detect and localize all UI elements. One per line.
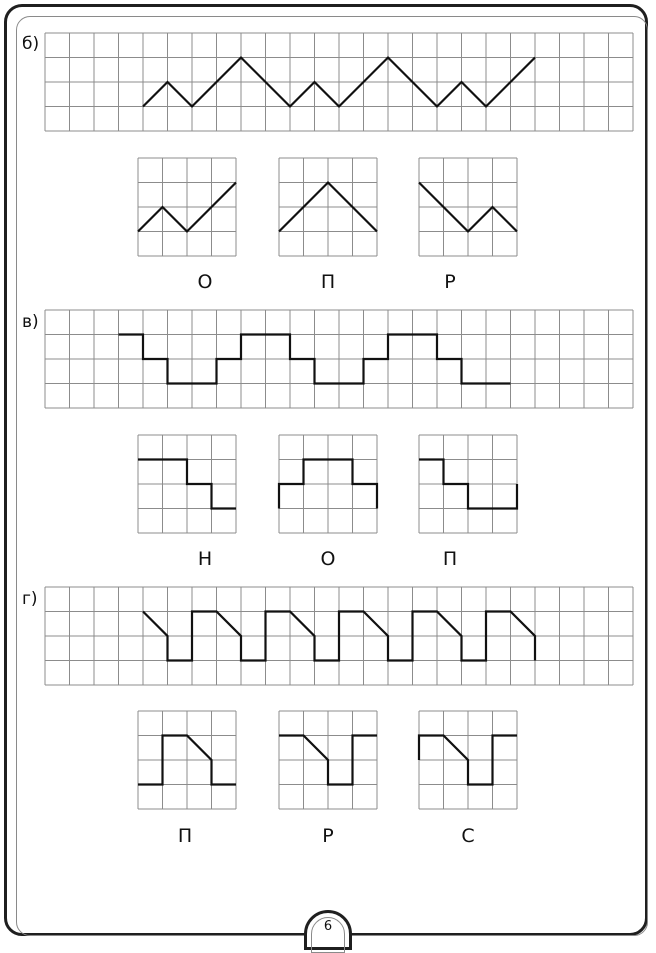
page-number: 6 bbox=[323, 919, 333, 934]
grid-b-opt1 bbox=[138, 158, 236, 256]
grid-v-main bbox=[45, 310, 633, 408]
section-label-v: в) bbox=[22, 312, 39, 332]
option-letter-v-2: О bbox=[320, 548, 336, 570]
section-label-b: б) bbox=[22, 34, 40, 54]
grid-g-opt1 bbox=[138, 711, 236, 809]
grid-b-opt3 bbox=[419, 158, 517, 256]
option-letter-b-2: П bbox=[320, 271, 336, 293]
grid-b-opt2 bbox=[279, 158, 377, 256]
option-letter-g-2: Р bbox=[322, 825, 334, 847]
option-letter-b-3: Р bbox=[444, 271, 456, 293]
option-letter-g-1: П bbox=[177, 825, 193, 847]
section-label-g: г) bbox=[22, 589, 38, 609]
option-letter-v-1: Н bbox=[197, 548, 213, 570]
grid-b-main bbox=[45, 33, 633, 131]
option-letter-g-3: С bbox=[461, 825, 475, 847]
option-letter-v-3: П bbox=[442, 548, 458, 570]
option-letter-b-1: О bbox=[197, 271, 213, 293]
